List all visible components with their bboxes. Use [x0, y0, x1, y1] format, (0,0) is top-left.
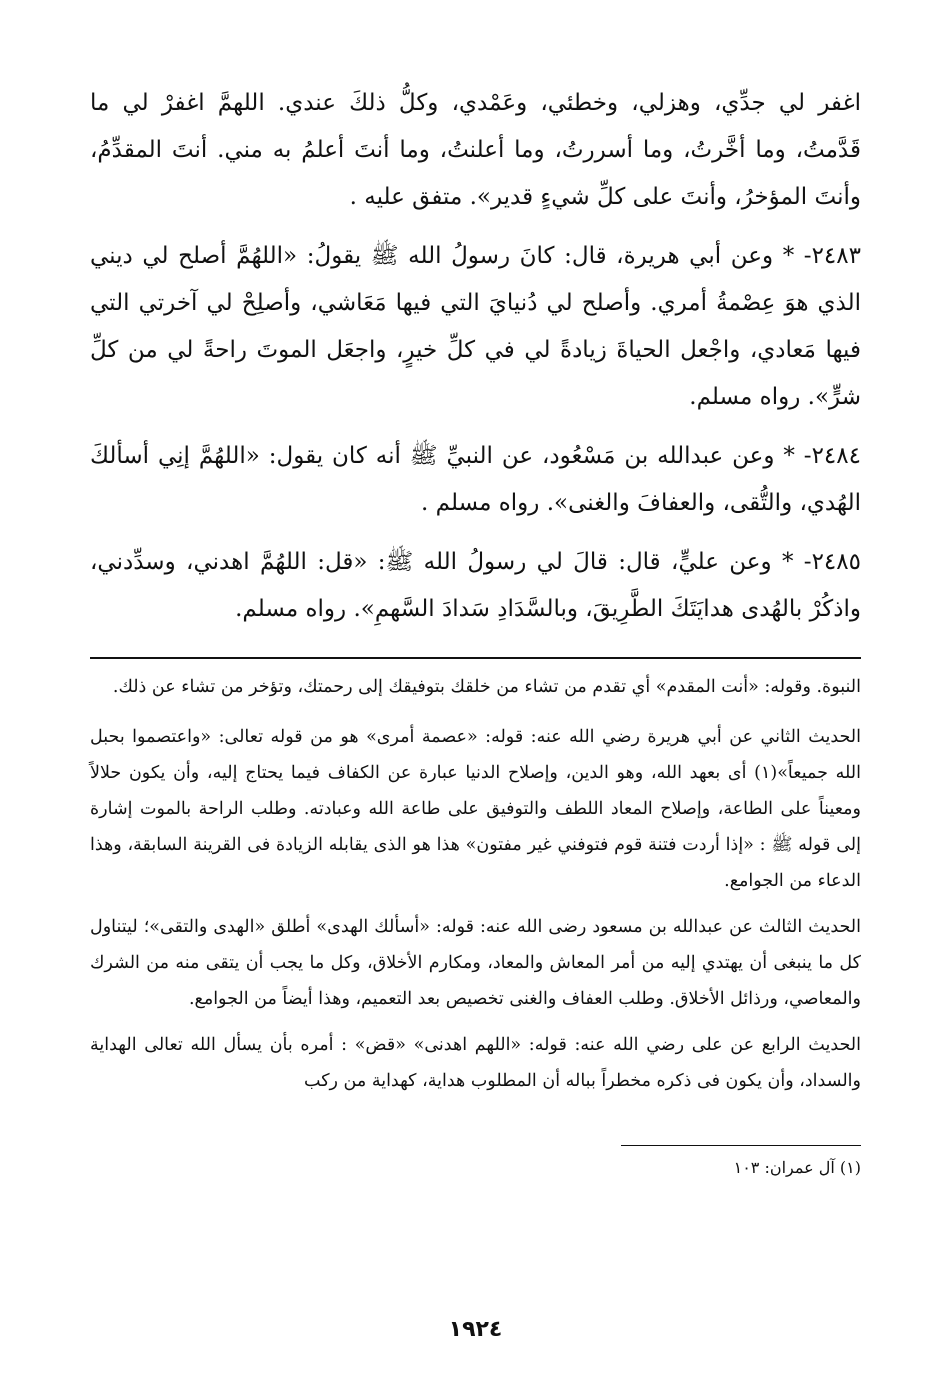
book-page [90, 80, 861, 1182]
commentary-paragraph-continuation: النبوة. وقوله: «أنت المقدم» أي تقدم من تشاء من خلقك بتوفيقك إلى رحمتك، وتؤخر من تشاء عن ذلك. [112, 677, 861, 697]
page-number: ١٩٢٤ [448, 1317, 503, 1342]
commentary-hadith-2: الحديث الثاني عن أبي هريرة رضي الله عنه: قوله: «عصمة أمرى» هو من قوله تعالى: «واعتصموا بحبل الله جميعاً»(١) أى بعهد الله، وهو الدين، وإصلاح الدنيا عبارة عن الكفاف فيما يحتاج إليه، وأن يكون حلالاً ومعيناً على الطاعة، وإصلاح المعاد اللطف والتوفيق على طاعة الله وعبادته. وطلب الراحة بالموت إشارة إلى قوله ﷺ : «إذا أردت فتنة قوم فتوفني غير مفتون» هذا هو الذى يقابله الزيادة فى القرينة السابقة، وهذا الدعاء من الجوامع. [90, 727, 861, 891]
footnote: (١) آل عمران: ١٠٣ [733, 1158, 861, 1177]
footnote-divider [621, 1145, 861, 1146]
commentary-hadith-3: الحديث الثالث عن عبدالله بن مسعود رضى الله عنه: قوله: «أسألك الهدى» أطلق «الهدى والتقى»؛ ليتناول كل ما ينبغى أن يهتدي إليه من أمر المعاش والمعاد، ومكارم الأخلاق، وكل ما يجب أن يتقى منه من الشرك والمعاصي، ورذائل الأخلاق. وطلب العفاف والغنى تخصيص بعد التعميم، وهذا أيضاً من الجوامع. [90, 917, 861, 1009]
hadith-2484: ٢٤٨٤- * وعن عبدالله بن مَسْعُود، عن النبيِّ ﷺ أنه كان يقول: «اللهُمَّ إنِي أسألكَ الهُدي، والتُّقى، والعفافَ والغنى». رواه مسلم . [90, 443, 861, 516]
hadith-text-section [90, 80, 861, 633]
hadith-paragraph-continuation: اغفر لي جدِّي، وهزلي، وخطئي، وعَمْدي، وكلُّ ذلكَ عندي. اللهمَّ اغفرْ لي ما قَدَّمتُ، وما أخَّرتُ، وما أسررتُ، وما أعلنتُ، وما أنتَ أعلمُ به مني. أنتَ المقدِّمُ، وأنتَ المؤخرُ، وأنتَ على كلِّ شيءٍ قدير». متفق عليه . [90, 90, 861, 210]
hadith-2485: ٢٤٨٥- * وعن عليٍّ، قال: قالَ لي رسولُ الله ﷺ: «قل: اللهُمَّ اهدني، وسدِّدني، واذكُرْ بالهُدى هدايَتَكَ الطَّرِيقَ، وبالسَّدَادِ سَدادَ السَّهمِ». رواه مسلم. [90, 549, 861, 622]
section-divider [90, 657, 861, 659]
commentary-hadith-4: الحديث الرابع عن على رضي الله عنه: قوله: «اللهم اهدنى» «قض» : أمره بأن يسأل الله تعالى الهداية والسداد، وأن يكون فى ذكره مخطراً بباله أن المطلوب هداية، كهداية من ركب [90, 1035, 861, 1091]
commentary-section [90, 669, 861, 1099]
hadith-2483: ٢٤٨٣- * وعن أبي هريرة، قال: كانَ رسولُ الله ﷺ يقولُ: «اللهُمَّ أصلح لي ديني الذي هوَ عِصْمةُ أمري. وأصلح لي دُنيايَ التي فيها مَعَاشي، وأصلِحْ لي آخرتي التي فيها مَعادي، واجْعل الحياةَ زيادةً لي في كلِّ خيرٍ، واجعَل الموتَ راحةً لي من كلِّ شرٍّ». رواه مسلم. [90, 243, 861, 410]
